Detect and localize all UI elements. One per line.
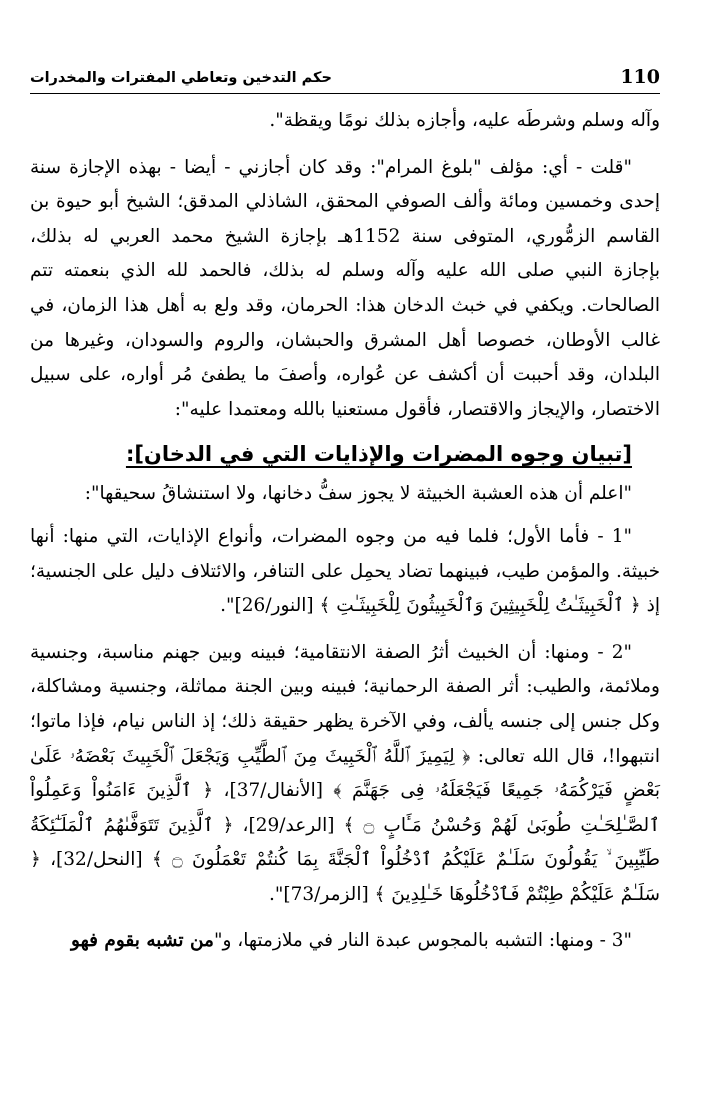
section-heading: [تبيان وجوه المضرات والإذايات التي في الدخان]: [125,442,632,467]
paragraph-point-3 [30,924,660,959]
point-3-text: "3 - ومنها: التشبه بالمجوس عبدة النار في ملازمتها، و" [213,930,632,952]
paragraph-continuation: وآله وسلم وشرطَه عليه، وأجازه بذلك نومًا ويقظة". [269,110,660,131]
paragraph-quote: "قلت - أي: مؤلف "بلوغ المرام": وقد كان أجازني - أيضا - بهذه الإجازة سنة إحدى وخمسين ومائة وألف الصوفي المحقق، الشاذلي المدقق؛ الشيخ أبو حيوة بن القاسم الزمُّوري، المتوفى سنة 1152هـ بإجازة الشيخ محمد العربي له بذلك، بإجازة النبي صلى الله عليه وآله وسلم له بذلك، فالحمد لله الذي بنعمته تتم الصالحات. ويكفي في خبث الدخان هذا: الحرمان، وقد ولع به أهل هذا الزمان، في غالب الأوطان، خصوصا أهل المشرق والحبشان، والروم والسودان، وغيرها من البلدان، وقد أحببت أن أكشف عن عُواره، وأصفَ ما يطفئ مُر أواره، على سبيل الاختصار، والإيجاز والاقتصار، فأقول مستعنيا بالله ومعتمدا عليه": [30,156,660,420]
paragraph-point-2: "2 - ومنها: أن الخبيث أثرُ الصفة الانتقامية؛ فبينه وبين جهنم مناسبة، وجنسية وملائمة، والطيب: أثر الصفة الرحمانية؛ فبينه وبين الجنة مماثلة، وجنسية ومشاكلة، وكل جنس إلى جنسه يألف، وفي الآخرة يظهر حقيقة ذلك؛ إذ الناس نيام، فإذا ماتوا؛ انتبهوا!، قال الله تعالى: ﴿ لِيَمِيزَ ٱللَّهُ ٱلْخَبِيثَ مِنَ ٱلطَّيِّبِ وَيَجْعَلَ ٱلْخَبِيثَ بَعْضَهُۥ عَلَىٰ بَعْضٍ فَيَرْكُمَهُۥ جَمِيعًا فَيَجْعَلَهُۥ فِى جَهَنَّمَ ﴾ [الأنفال/37]، ﴿ ٱلَّذِينَ ءَامَنُواْ وَعَمِلُواْ ٱلصَّـٰلِحَـٰتِ طُوبَىٰ لَهُمْ وَحُسْنُ مَـَٔابٍ ۝ ﴾ [الرعد/29]، ﴿ ٱلَّذِينَ تَتَوَفَّىٰهُمُ ٱلْمَلَـٰٓئِكَةُ طَيِّبِينَ ۙ يَقُولُونَ سَلَـٰمٌ عَلَيْكُمُ ٱدْخُلُواْ ٱلْجَنَّةَ بِمَا كُنتُمْ تَعْمَلُونَ ۝ ﴾ [النحل/32]، ﴿ سَلَـٰمٌ عَلَيْكُمْ طِبْتُمْ فَٱدْخُلُوهَا خَـٰلِدِينَ ﴾ [الزمر/73]". [30,641,660,905]
point-3-bold-text: من تشبه بقوم فهو [71,930,214,952]
paragraph-point-1: "1 - فأما الأول؛ فلما فيه من وجوه المضرات، وأنواع الإذايات، التي منها: أنها خبيثة. والمؤمن طيب، فبينهما تضاد يحمِل على التنافر، والائتلاف دليل على الجنسية؛ إذ ﴿ ٱلْخَبِيثَـٰتُ لِلْخَبِيثِينَ وَٱلْخَبِيثُونَ لِلْخَبِيثَـٰتِ ﴾ [النور/26]". [30,525,660,617]
running-title: حكم التدخين وتعاطي المفترات والمخدرات [30,70,332,86]
paragraph-intro: "اعلم أن هذه العشبة الخبيثة لا يجوز سفُّ دخانها، ولا استنشاقُ سحيقها": [84,483,632,505]
page-number: 110 [620,66,660,88]
page-body [30,104,660,959]
page-header [30,66,660,92]
header-rule [30,93,660,94]
